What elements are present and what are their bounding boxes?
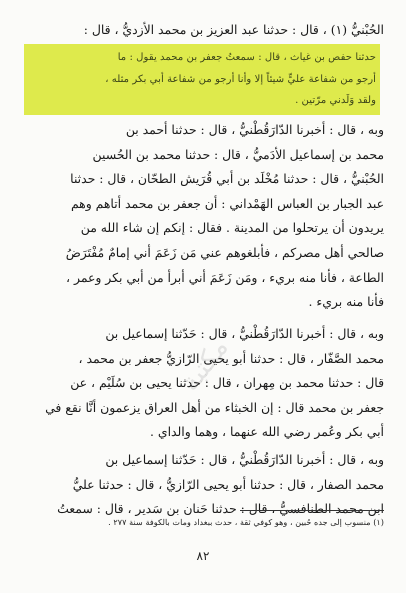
page-number: ٨٢ bbox=[196, 549, 210, 563]
main-text bbox=[22, 18, 384, 43]
text-line: الطاعة ، فأنا منه بريء ، ومَن زَعَمَ أني أبرأ من أبي بكر وعمر ، bbox=[66, 269, 384, 285]
text-line: يريدون أن يرتحلوا من المدينة . فقال : إنكم إن شاء الله من bbox=[80, 220, 384, 236]
paragraph-1 bbox=[22, 118, 384, 315]
footnote-divider bbox=[240, 510, 384, 511]
text-line: محمد بن إسماعيل الأدَميُّ ، قال : حدثنا محمد بن الحُسين bbox=[92, 146, 384, 162]
text-line: محمد الصَّفّار ، قال : حدثنا أبو يحيى الرّازيُّ جعفر بن محمد ، bbox=[78, 350, 384, 366]
text-line: وبه ، قال : أخبرنا الدّارَقُطْنيُّ ، قال : حَدّثنا إسماعيل بن bbox=[105, 326, 384, 341]
text-line: جعفر بن محمد قال : إن الخبثاء من أهل العراق يزعمون أنَّا نقع في bbox=[45, 399, 384, 415]
text-line: ابن محمد الطنافسيُّ ، قال : حدثنا حَنان بن سَدير ، قال : سمعتُ bbox=[57, 501, 384, 517]
text-line: فأنا منه بريء . bbox=[308, 294, 384, 310]
text-line: محمد الصفار ، قال : حدثنا أبو يحيى الرّازيُّ ، قال : حدثنا عليُّ bbox=[72, 476, 384, 492]
text-line: وبه ، قال : أخبرنا الدّارَقُطْنيُّ ، قال : حدثنا أحمد بن bbox=[125, 122, 384, 137]
text-line: وبه ، قال : أخبرنا الدّارَقُطْنيُّ ، قال : حَدّثنا إسماعيل بن bbox=[105, 452, 384, 467]
footnote: (١) منسوب إلى جده حُبين ، وهو كوفي ثقة ، حدث ببغداد ومات بالكوفة سنة ٢٧٧ . bbox=[108, 517, 384, 527]
text-line: أبي بكر وعُمر رضي الله عنهما ، وهما والداي . bbox=[150, 424, 384, 440]
text-line: صالحي أهل مصركم ، فأبلغوهم عني مَن زَعَمَ أني إمامٌ مُفْتَرَضُ bbox=[65, 244, 384, 260]
highlighted-line: حدثنا حفص بن غياث ، قال : سمعتُ جعفر بن محمد يقول : ما bbox=[117, 52, 376, 63]
text-line: عبد الجبار بن العباس الهَمْداني : أن جعفر بن محمد أتاهم وهم bbox=[70, 195, 384, 211]
text-line: الحُبْنيُّ ، قال : حدثنا مُخْلَد بن أبي قُرَيش الطحّان ، قال : حدثنا bbox=[70, 171, 384, 187]
text-line: قال : حدثنا محمد بن مِهران ، قال : حدثنا يحيى بن سُلَيْم ، عن bbox=[70, 375, 384, 391]
highlighted-passage bbox=[28, 47, 376, 112]
watermark: مكتبة bbox=[175, 332, 235, 398]
header-line: الحُبْنيُّ (١) ، قال : حدثنا عبد العزيز بن محمد الأزديُّ ، قال : bbox=[83, 22, 384, 37]
highlighted-line: أرجو من شفاعة عليٍّ شيئاً إلا وأنا أرجو من شفاعة أبي بكر مثله ، bbox=[105, 73, 376, 85]
highlighted-line: ولقد وَلَدني مرّتين . bbox=[295, 95, 376, 106]
